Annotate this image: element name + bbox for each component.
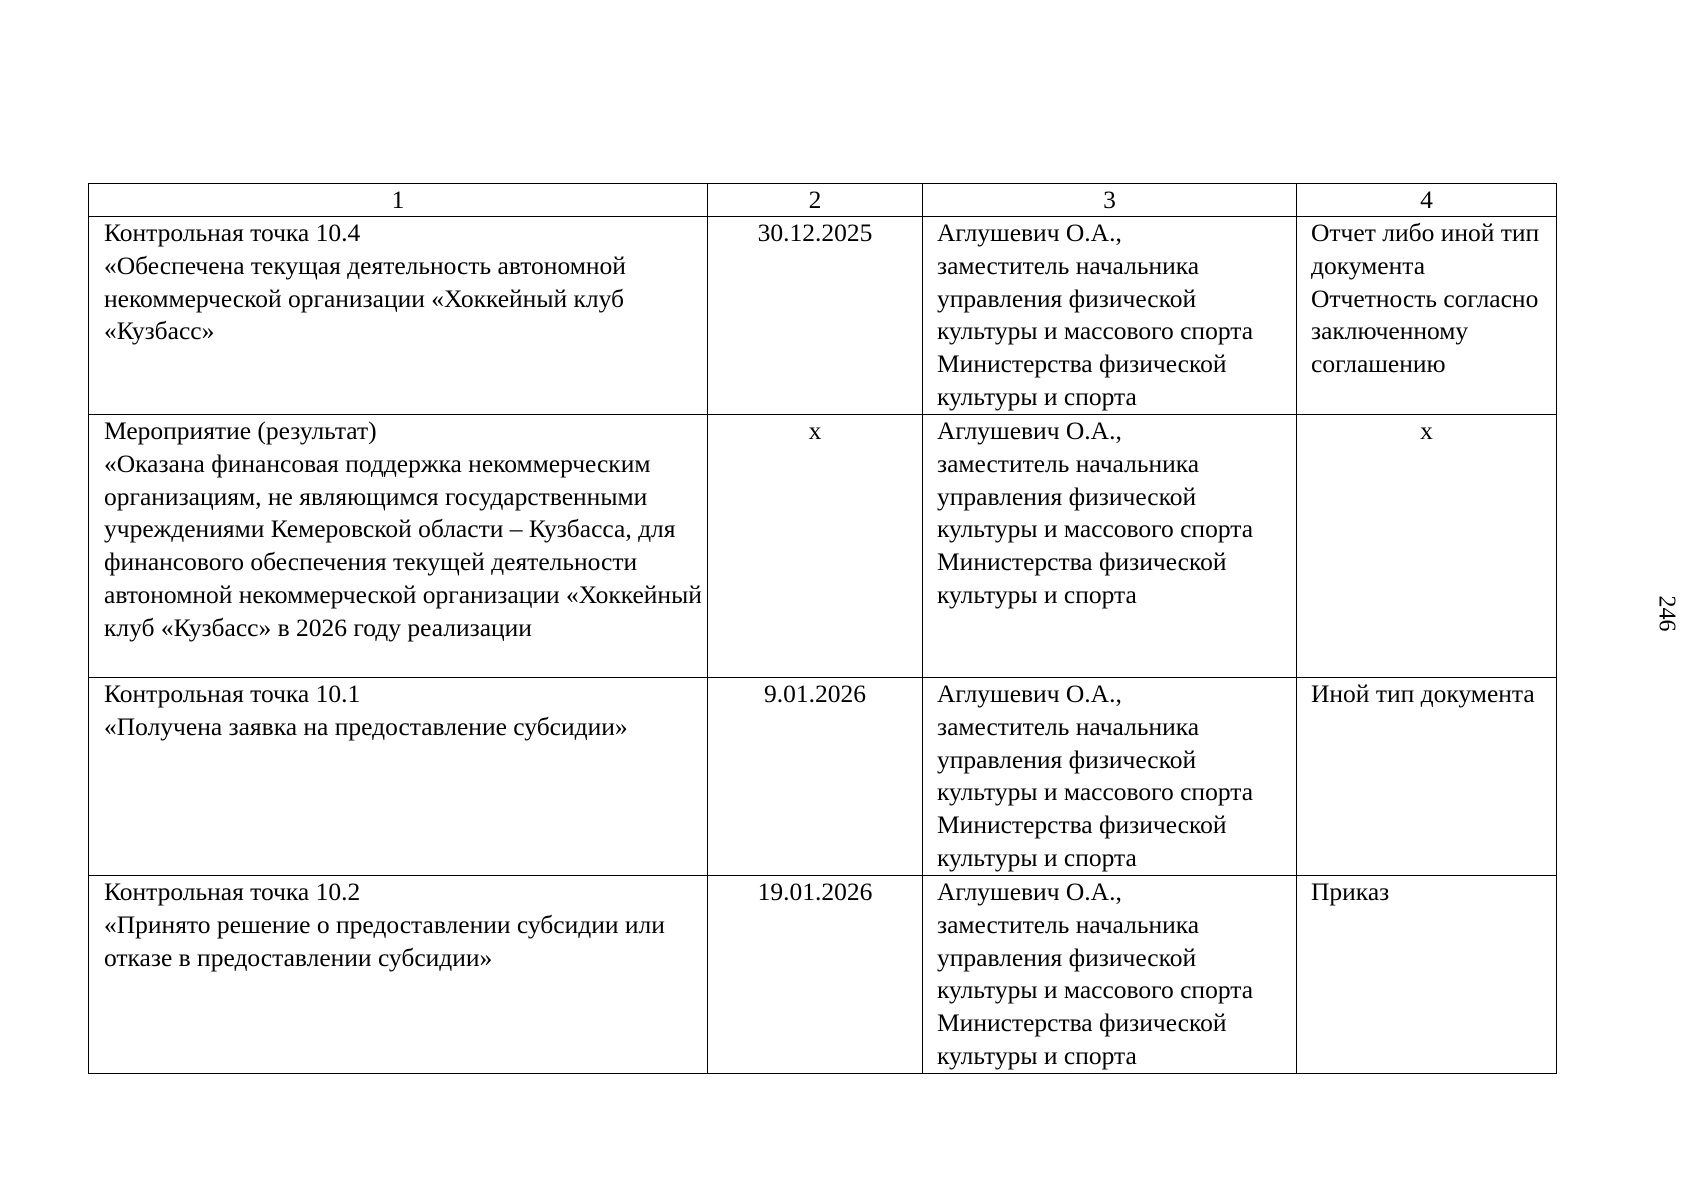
event-cell: Контрольная точка 10.2 «Принято решение о предоставлении субсидии или отказе в предоставлении субсидии»: [89, 876, 708, 1074]
table-row: [89, 876, 1557, 1074]
date-cell: 19.01.2026: [708, 876, 923, 1074]
table-row: [89, 415, 1557, 678]
responsible-cell: Аглушевич О.А., заместитель начальника управления физической культуры и массового спорта Министерства физической культуры и спорта: [923, 876, 1297, 1074]
event-cell: Контрольная точка 10.4 «Обеспечена текущая деятельность автономной некоммерческой организации «Хоккейный клуб «Кузбасс»: [89, 217, 708, 415]
event-cell: Контрольная точка 10.1 «Получена заявка на предоставление субсидии»: [89, 678, 708, 876]
page-number: 246: [1653, 595, 1680, 632]
responsible-cell: Аглушевич О.А., заместитель начальника управления физической культуры и массового спорта Министерства физической культуры и спорта: [923, 415, 1297, 678]
column-number-1: 1: [89, 184, 708, 217]
table-row: [89, 217, 1557, 415]
table-row: [89, 678, 1557, 876]
column-number-4: 4: [1297, 184, 1557, 217]
document-cell: x: [1297, 415, 1557, 678]
date-cell: 9.01.2026: [708, 678, 923, 876]
column-number-3: 3: [923, 184, 1297, 217]
document-cell: Отчет либо иной тип документа Отчетность согласно заключенному соглашению: [1297, 217, 1557, 415]
responsible-cell: Аглушевич О.А., заместитель начальника управления физической культуры и массового спорта Министерства физической культуры и спорта: [923, 217, 1297, 415]
document-cell: Приказ: [1297, 876, 1557, 1074]
document-cell: Иной тип документа: [1297, 678, 1557, 876]
responsible-cell: Аглушевич О.А., заместитель начальника управления физической культуры и массового спорта Министерства физической культуры и спорта: [923, 678, 1297, 876]
column-number-2: 2: [708, 184, 923, 217]
date-cell: 30.12.2025: [708, 217, 923, 415]
date-cell: x: [708, 415, 923, 678]
control-points-table: [88, 183, 1557, 1074]
event-cell: Мероприятие (результат) «Оказана финансовая поддержка некоммерческим организациям, не являющимся государственными учреждениями Кемеровской области – Кузбасса, для финансового обеспечения текущей деятельности автономной некоммерческой организации «Хоккейный клуб «Кузбасс» в 2026 году реализации: [89, 415, 708, 678]
table-header-row: [89, 184, 1557, 217]
